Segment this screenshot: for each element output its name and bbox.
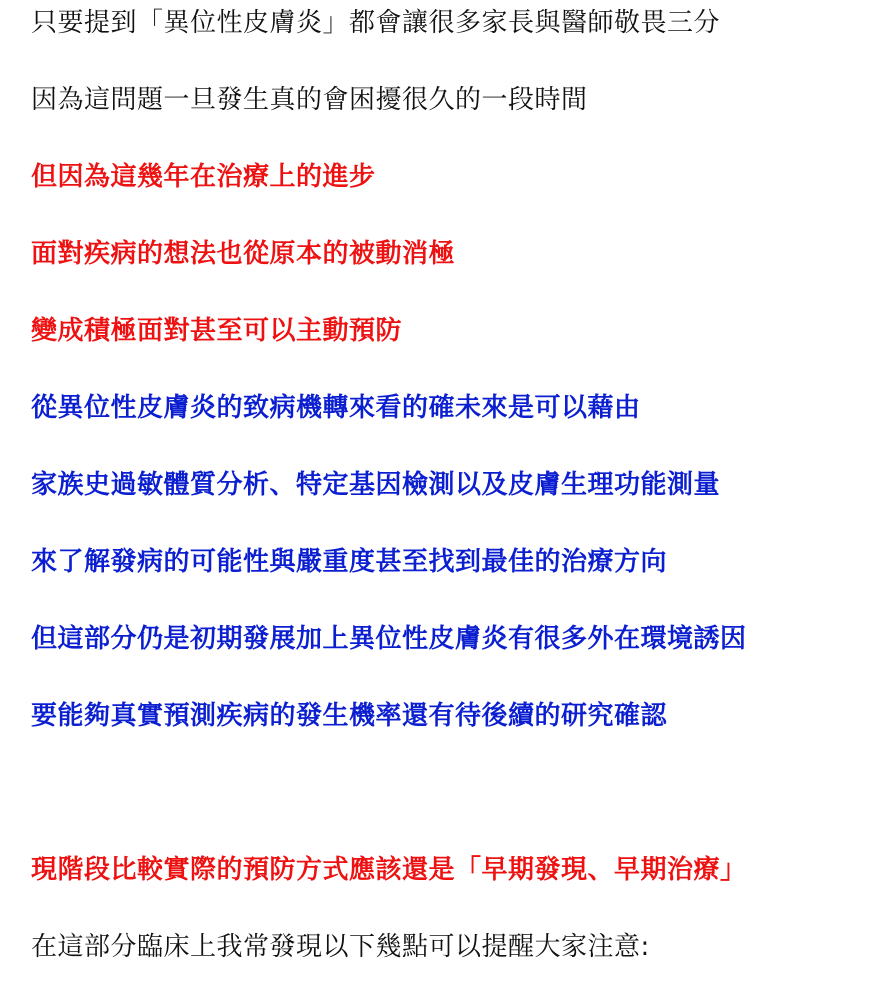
paragraph-line-2: 因為這問題一旦發生真的會困擾很久的一段時間 [31, 85, 588, 115]
paragraph-line-7: 家族史過敏體質分析、特定基因檢測以及皮膚生理功能測量 [31, 470, 721, 500]
paragraph-line-11: 現階段比較實際的預防方式應該還是「早期發現、早期治療」 [31, 855, 747, 885]
paragraph-line-9: 但這部分仍是初期發展加上異位性皮膚炎有很多外在環境誘因 [31, 624, 747, 654]
paragraph-line-4: 面對疾病的想法也從原本的被動消極 [31, 239, 456, 269]
paragraph-line-6: 從異位性皮膚炎的致病機轉來看的確未來是可以藉由 [31, 393, 641, 423]
paragraph-line-1: 只要提到「異位性皮膚炎」都會讓很多家長與醫師敬畏三分 [31, 8, 721, 38]
paragraph-line-10: 要能夠真實預測疾病的發生機率還有待後續的研究確認 [31, 701, 668, 731]
paragraph-line-3: 但因為這幾年在治療上的進步 [31, 162, 376, 192]
paragraph-line-12: 在這部分臨床上我常發現以下幾點可以提醒大家注意: [31, 932, 650, 962]
paragraph-line-8: 來了解發病的可能性與嚴重度甚至找到最佳的治療方向 [31, 547, 668, 577]
paragraph-line-5: 變成積極面對甚至可以主動預防 [31, 316, 403, 346]
